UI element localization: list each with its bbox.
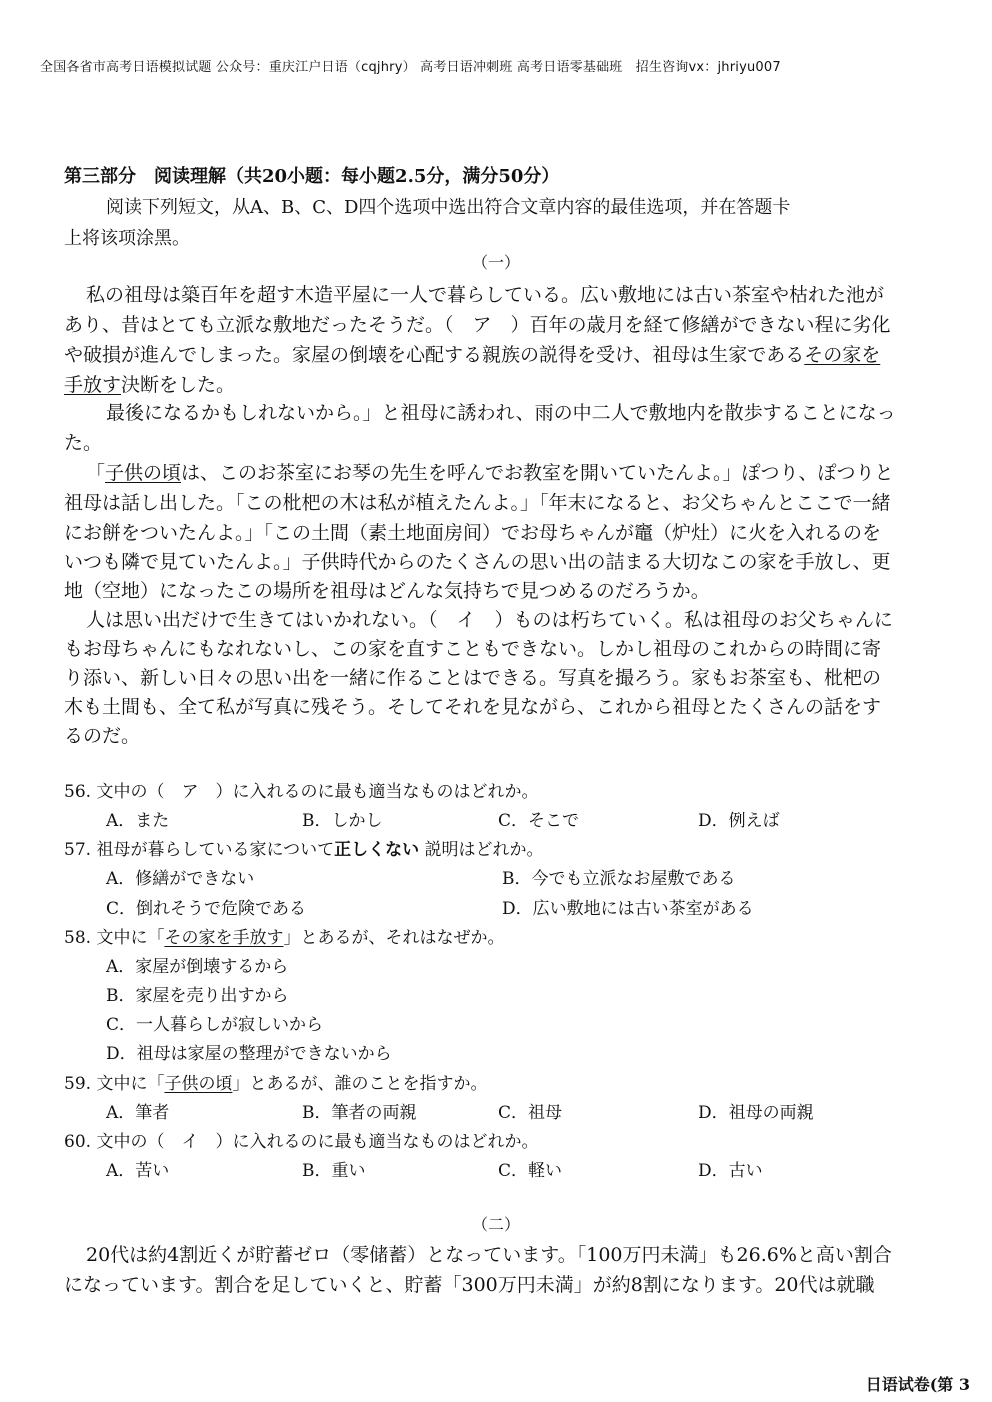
passage-1-text: 「 <box>86 462 106 484</box>
question-58-option-b: B．家屋を売り出すから <box>106 986 289 1006</box>
passage-1-line: 地（空地）になったこの場所を祖母はどんな気持ちで見つめるのだろうか。 <box>64 580 710 602</box>
question-59-option-d: D．祖母の両親 <box>698 1103 814 1123</box>
section-title: 第三部分 阅读理解（共20小题：每小题2.5分，满分50分） <box>64 166 560 187</box>
passage-1-line: 木も土間も、全て私が写真に残そう。そしてそれを見ながら、これから祖母とたくさんの話をす <box>64 696 882 718</box>
question-60-option-c: C．軽い <box>498 1161 563 1181</box>
passage-2-line: になっています。割合を足していくと、貯蓄「300万円未満」が約8割になります。20代は就職 <box>64 1274 875 1296</box>
page-footer: 日语试卷(第 3 <box>865 1375 970 1394</box>
question-60-option-b: B．重い <box>302 1161 366 1181</box>
question-60-option-d: D．古い <box>698 1161 763 1181</box>
passage-1-text: 決断をした。 <box>121 374 236 396</box>
passage-1-line: あり、昔はとても立派な敷地だったそうだ。（ ア ）百年の歳月を経て修繕ができない程に劣化 <box>64 314 891 336</box>
question-59-stem-text: 」とあるが、誰のことを指すか。 <box>232 1074 488 1094</box>
passage-1-line: にお餅をついたんよ。」「この土間（素土地面房间）でお母ちゃんが竈（炉灶）に火を入れるのを <box>64 522 882 544</box>
question-58-stem-text: 」とあるが、それはなぜか。 <box>283 928 505 948</box>
question-57-option-d: D．広い敷地には古い茶室がある <box>502 899 754 919</box>
question-59-stem-text: 59. 文中に「 <box>64 1074 165 1094</box>
question-60-stem: 60. 文中の（ イ ）に入れるのに最も適当なものはどれか。 <box>64 1132 539 1152</box>
passage-1-line: た。 <box>64 432 103 454</box>
passage-1-text: や破損が進んでしまった。家屋の倒壊を心配する親族の説得を受け、祖母は生家である <box>64 344 805 366</box>
question-57-option-a: A．修繕ができない <box>106 869 255 889</box>
question-59-option-c: C．祖母 <box>498 1103 563 1123</box>
question-56-option-a: A．また <box>106 811 170 831</box>
passage-1-line: いつも隣で見ていたんよ。」子供時代からのたくさんの思い出の詰まる大切なこの家を手放し、更 <box>64 551 891 573</box>
question-56-option-c: C．そこで <box>498 811 580 831</box>
passage-1-line: 祖母は話し出した。「この枇杷の木は私が植えたんよ。」「年末になると、お父ちゃんとここで一緒 <box>64 492 891 514</box>
passage-1-line: るのだ。 <box>64 725 141 747</box>
passage-1-line <box>64 340 880 367</box>
question-57-stem <box>64 835 544 860</box>
question-59-option-b: B．筆者の両親 <box>302 1103 417 1123</box>
question-57-emphasis: 正しくない <box>334 840 420 860</box>
passage-2-label: （二） <box>471 1215 520 1234</box>
passage-1-line: もお母ちゃんにもなれないし、この家を直すこともできない。しかし祖母のこれからの時間に寄 <box>64 638 882 660</box>
question-57-stem-text: 説明はどれか。 <box>424 840 544 860</box>
question-59-stem <box>64 1069 487 1094</box>
passage-1-line: 人は思い出だけで生きてはいかれない。（ イ ）ものは朽ちていく。私は祖母のお父ちゃんに <box>86 609 893 631</box>
question-58-option-a: A．家屋が倒壊するから <box>106 957 289 977</box>
passage-1-line <box>64 370 235 397</box>
passage-1-text: は、このお茶室にお琴の先生を呼んでお教室を開いていたんよ。」ぽつり、ぽつりと <box>181 462 894 484</box>
instruction-line-2: 上将该项涂黑。 <box>64 228 190 249</box>
question-57-option-b: B．今でも立派なお屋敷である <box>502 869 736 889</box>
question-57-stem-text: 57. 祖母が暮らしている家について <box>64 840 335 860</box>
question-56-option-d: D．例えば <box>698 811 780 831</box>
instruction-line-1: 阅读下列短文，从A、B、C、D四个选项中选出符合文章内容的最佳选项，并在答题卡 <box>106 197 791 218</box>
question-59-underlined: 子供の頃 <box>164 1074 233 1094</box>
question-56-option-b: B．しかし <box>302 811 383 831</box>
underlined-phrase: 手放す <box>64 374 122 396</box>
question-58-option-c: C．一人暮らしが寂しいから <box>106 1015 324 1035</box>
passage-2-line: 20代は約4割近くが貯蓄ゼロ（零储蓄）となっています。「100万円未満」も26.6%と高い割合 <box>86 1244 892 1266</box>
question-58-stem <box>64 923 504 948</box>
question-58-underlined: その家を手放す <box>164 928 284 948</box>
question-58-stem-text: 58. 文中に「 <box>64 928 165 948</box>
question-57-option-c: C．倒れそうで危険である <box>106 899 307 919</box>
question-58-option-d: D．祖母は家屋の整理ができないから <box>106 1044 392 1064</box>
passage-1-line: 最後になるかもしれないから。」と祖母に誘われ、雨の中二人で敷地内を散歩することになっ <box>106 402 896 424</box>
passage-1-label: （一） <box>471 253 520 272</box>
passage-1-line: 私の祖母は築百年を超す木造平屋に一人で暮らしている。広い敷地には古い茶室や枯れた池が <box>86 284 885 306</box>
passage-1-line <box>86 458 894 485</box>
underlined-phrase: 子供の頃 <box>105 462 182 484</box>
underlined-phrase: その家を <box>804 344 881 366</box>
page-header: 全国各省市高考日语模拟试题 公众号：重庆江户日语（cqjhry） 高考日语冲刺班 高考日语零基础班 招生咨询vx：jhriyu007 <box>40 60 781 75</box>
question-60-option-a: A．苦い <box>106 1161 170 1181</box>
question-59-option-a: A．筆者 <box>106 1103 170 1123</box>
question-56-stem: 56. 文中の（ ア ）に入れるのに最も適当なものはどれか。 <box>64 782 539 802</box>
passage-1-line: り添い、新しい日々の思い出を一緒に作ることはできる。写真を撮ろう。家もお茶室も、枇杷の <box>64 667 882 689</box>
